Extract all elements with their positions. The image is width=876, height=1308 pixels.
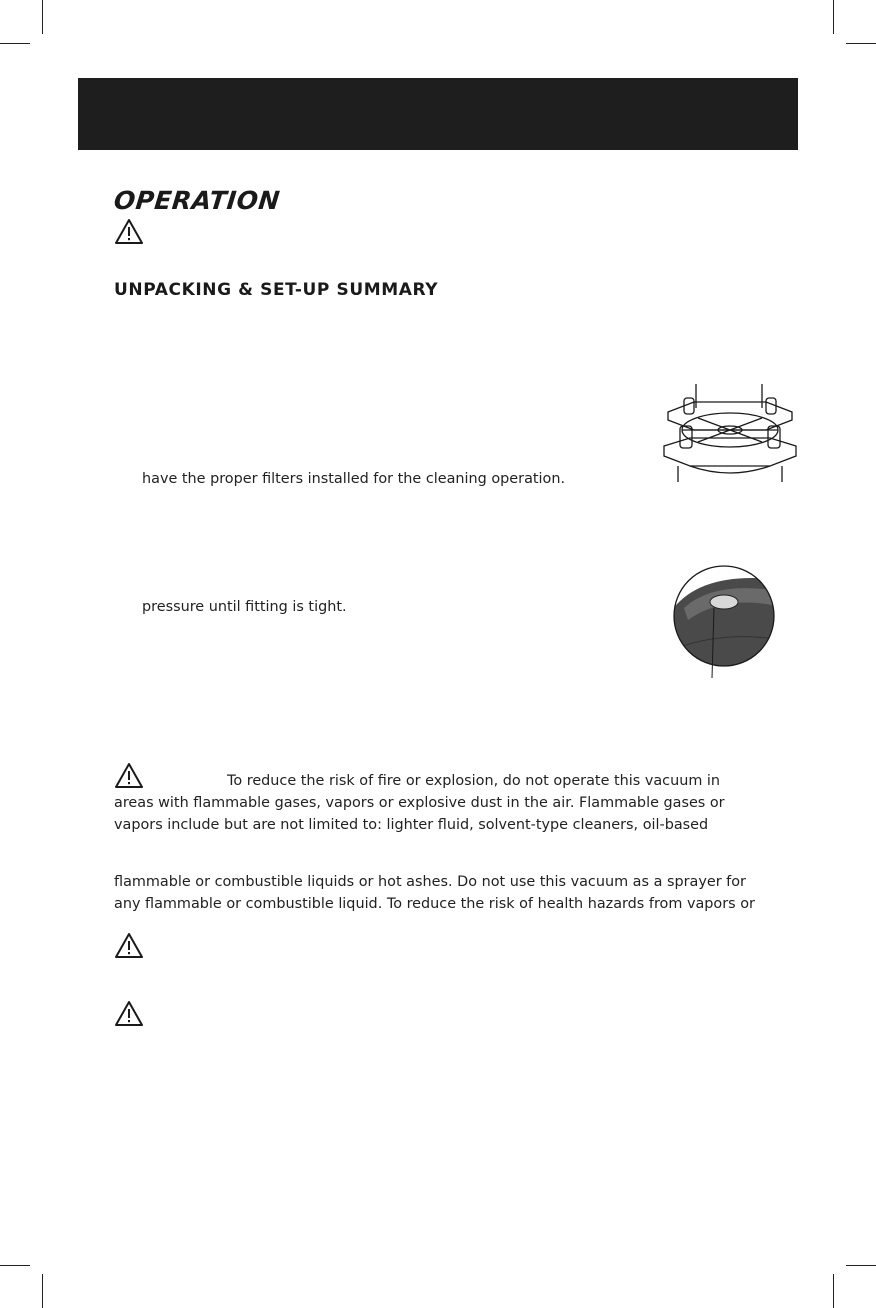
fitting-detail-illustration [672, 560, 782, 680]
crop-mark [846, 43, 876, 44]
warning-triangle-icon [114, 1000, 144, 1027]
crop-mark [0, 43, 30, 44]
crop-mark [42, 0, 43, 34]
warning-line: any flammable or combustible liquid. To reduce the risk of health hazards from vapors or [114, 896, 755, 912]
crop-mark [846, 1265, 876, 1266]
filter-step-text: have the proper filters installed for the cleaning operation. [142, 471, 566, 487]
unpacking-heading: UNPACKING & SET-UP SUMMARY [114, 280, 439, 300]
warning-line: vapors include but are not limited to: lighter fluid, solvent-type cleaners, oil-based [114, 817, 709, 833]
warning-triangle-icon [114, 932, 144, 959]
warning-line: areas with flammable gases, vapors or explosive dust in the air. Flammable gases or [114, 795, 725, 811]
header-band [78, 78, 798, 150]
crop-mark [0, 1265, 30, 1266]
section-title: OPERATION [112, 186, 282, 215]
filter-cage-illustration [650, 380, 810, 482]
crop-mark [833, 1274, 834, 1308]
warning-triangle-icon [114, 762, 144, 789]
fitting-step-text: pressure until fitting is tight. [142, 599, 347, 615]
warning-line: flammable or combustible liquids or hot ashes. Do not use this vacuum as a sprayer for [114, 874, 746, 890]
crop-mark [833, 0, 834, 34]
warning-line: To reduce the risk of fire or explosion, do not operate this vacuum in [227, 773, 721, 789]
warning-triangle-icon [114, 218, 144, 245]
crop-mark [42, 1274, 43, 1308]
